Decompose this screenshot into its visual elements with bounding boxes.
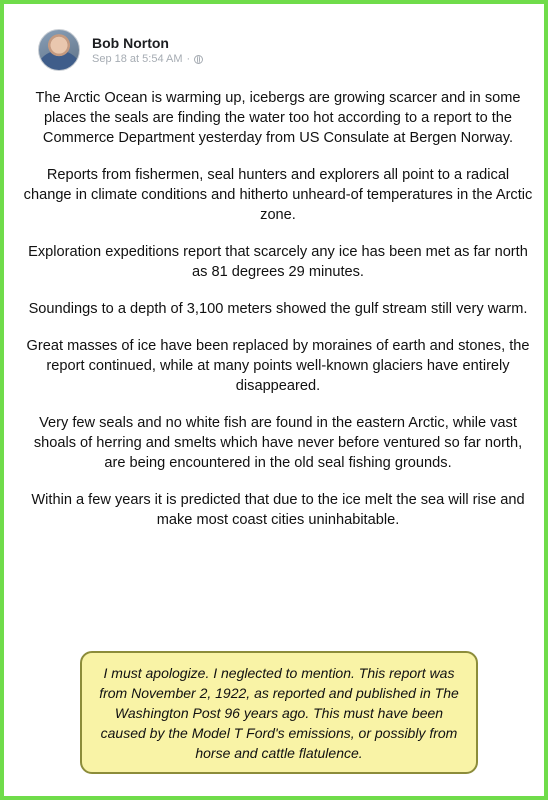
post-header <box>38 26 203 74</box>
post-paragraph: Exploration expeditions report that scarcely any ice has been met as far north as 81 degrees 29 minutes. <box>28 244 528 280</box>
apology-note-box <box>80 651 478 774</box>
post-body <box>22 88 534 547</box>
post-paragraph: Soundings to a depth of 3,100 meters showed the gulf stream still very warm. <box>28 301 528 317</box>
post-paragraph: Within a few years it is predicted that due to the ice melt the sea will rise and make most coast cities uninhabitable. <box>31 492 525 528</box>
post-paragraph: Reports from fishermen, seal hunters and explorers all point to a radical change in climate conditions and hitherto unheard-of temperatures in the Arctic zone. <box>23 167 533 223</box>
post-meta <box>92 34 203 67</box>
post-paragraph: Great masses of ice have been replaced by moraines of earth and stones, the report continued, while at many points well-known glaciers have entirely disappeared. <box>26 338 530 394</box>
globe-icon <box>194 55 203 64</box>
author-name[interactable]: Bob Norton <box>92 34 169 51</box>
meta-separator: · <box>186 52 191 65</box>
post-time-row <box>92 52 203 67</box>
post-paragraph: Very few seals and no white fish are found in the eastern Arctic, while vast shoals of herring and smelts which have never before ventured so far north, are being encountered in the old seal fishing grounds. <box>33 415 523 471</box>
avatar[interactable] <box>38 29 80 71</box>
apology-note-text: I must apologize. I neglected to mention. This report was from November 2, 1922, as reported and published in The Washington Post 96 years ago. This must have been caused by the Model T Ford's emissions, or possibly from horse and cattle flatulence. <box>99 664 459 761</box>
post-paragraph: The Arctic Ocean is warming up, icebergs are growing scarcer and in some places the seals are finding the water too hot according to a report to the Commerce Department yesterday from US Consulate at Bergen Norway. <box>35 90 521 146</box>
post-timestamp[interactable]: Sep 18 at 5:54 AM <box>92 52 183 65</box>
